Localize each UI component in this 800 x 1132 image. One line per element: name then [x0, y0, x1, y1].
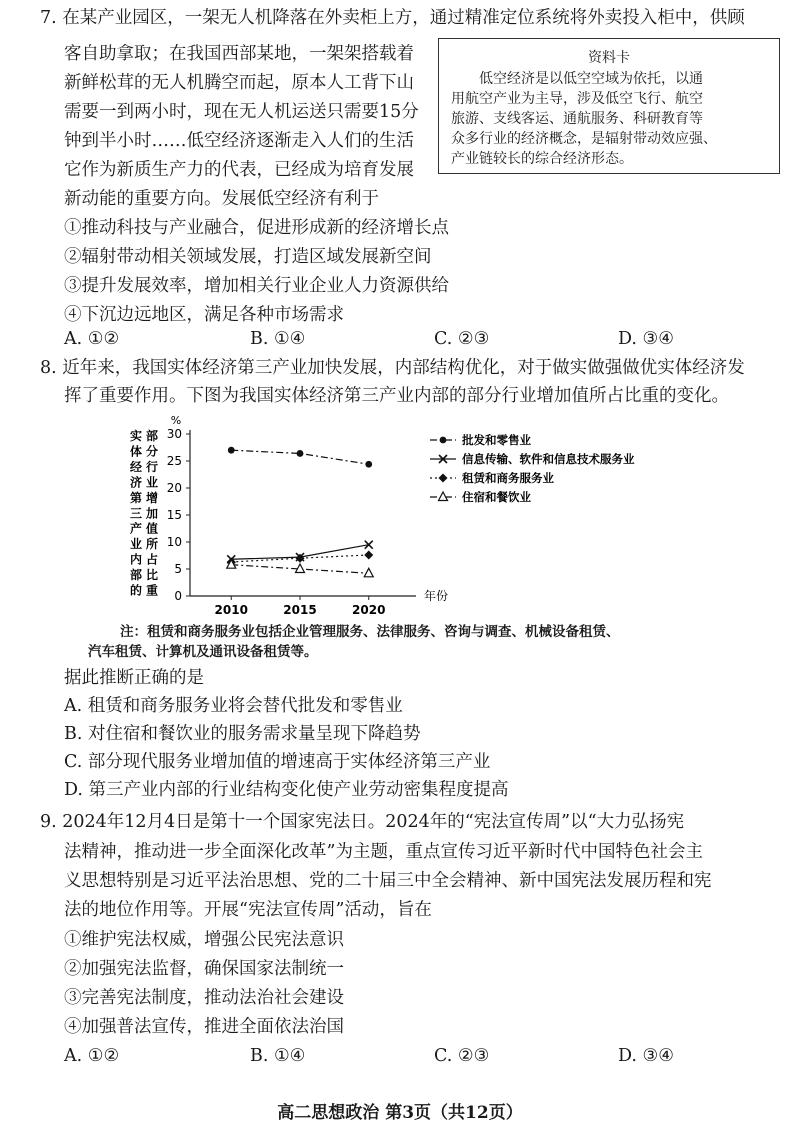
info-card-line: 用航空产业为主导，涉及低空飞行、航空: [451, 91, 703, 107]
info-card-title: 资料卡: [588, 50, 630, 66]
y-tick-label: 20: [166, 481, 182, 495]
x-axis-label: 年份: [424, 589, 449, 603]
q7-line: 它作为新质生产力的代表，已经成为培育发展: [64, 160, 414, 180]
y-axis-label-char: 值: [145, 521, 159, 536]
q8-stem: 据此推断正确的是: [64, 668, 204, 688]
y-axis-label-char: 的: [129, 583, 143, 598]
q9-line: 法的地位作用等。开展“宪法宣传周”活动，旨在: [64, 900, 432, 920]
q9-choice: ③完善宪法制度，推动法治社会建设: [64, 988, 344, 1008]
y-tick-label: 10: [166, 535, 182, 549]
info-card-line: 旅游、支线客运、通航服务、科研教育等: [451, 111, 703, 127]
q9-line: 义思想特别是习近平法治思想、党的二十届三中全会精神、新中国宪法发展历程和宪: [64, 871, 712, 891]
legend-label: 批发和零售业: [462, 433, 531, 447]
info-card: [438, 38, 780, 174]
legend-label: 信息传输、软件和信息技术服务业: [462, 452, 635, 466]
q7-choice: ③提升发展效率，增加相关行业企业人力资源供给: [64, 276, 449, 296]
q9-line: 法精神，推动进一步全面深化改革”为主题，重点宣传习近平新时代中国特色社会主: [64, 842, 703, 862]
data-point: [439, 474, 448, 483]
y-tick-label: 5: [174, 562, 182, 576]
y-tick-label: 30: [166, 427, 182, 441]
chart-note: 注：租赁和商务服务业包括企业管理服务、法律服务、咨询与调查、机械设备租赁、: [120, 624, 620, 640]
q9-option-b: B. ①④: [250, 1046, 306, 1066]
y-tick-label: 15: [166, 508, 182, 522]
y-axis-label-char: 增: [145, 490, 159, 505]
y-axis-label-char: 业: [129, 537, 143, 552]
y-axis-label-char: 行: [145, 459, 159, 474]
y-axis-label-char: 经: [129, 459, 143, 474]
q7-choice: ④下沉边远地区，满足各种市场需求: [64, 305, 344, 325]
q7-option-d: D. ③④: [618, 329, 674, 349]
info-card-line: 众多行业的经济概念，是辐射带动效应强、: [451, 131, 717, 147]
legend-label: 住宿和餐饮业: [462, 490, 531, 504]
q9-choice: ②加强宪法监督，确保国家法制统一: [64, 959, 344, 979]
q9-line: 9. 2024年12月4日是第十一个国家宪法日。2024年的“宪法宣传周”以“大力弘扬宪: [40, 812, 685, 832]
q7-line: 需要一到两小时，现在无人机运送只需要15分: [64, 102, 419, 122]
q9-option-c: C. ②③: [434, 1046, 490, 1066]
data-point: [365, 461, 372, 468]
info-card-line: 产业链较长的综合经济形态。: [451, 151, 633, 167]
q8-option-d: D. 第三产业内部的行业结构变化使产业劳动密集程度提高: [64, 780, 509, 800]
y-axis-label-char: 重: [145, 583, 159, 598]
q7-option-b: B. ①④: [250, 329, 306, 349]
chart-note: 汽车租赁、计算机及通讯设备租赁等。: [88, 644, 318, 660]
info-card-line: 低空经济是以低空空域为依托，以通: [479, 71, 703, 87]
q7-line: 7. 在某产业园区，一架无人机降落在外卖柜上方，通过精准定位系统将外卖投入柜中，供顾: [40, 8, 745, 28]
q9-option-a: A. ①②: [64, 1046, 120, 1066]
y-axis-label-char: 业: [145, 475, 159, 490]
y-axis-label-char: 部: [129, 568, 143, 583]
q7-line: 新动能的重要方向。发展低空经济有利于: [64, 189, 379, 209]
data-point: [364, 568, 373, 577]
y-axis-label-char: 济: [129, 475, 143, 490]
y-axis-label-char: 三: [129, 506, 143, 521]
q8-option-c: C. 部分现代服务业增加值的增速高于实体经济第三产业: [64, 752, 491, 772]
data-point: [439, 492, 448, 501]
q7-option-c: C. ②③: [434, 329, 490, 349]
data-point: [440, 437, 447, 444]
y-tick-label: 25: [166, 454, 182, 468]
q7-line: 钟到半小时……低空经济逐渐走入人们的生活: [64, 131, 414, 151]
y-axis-label-char: 产: [129, 521, 143, 536]
y-axis-label-char: 实: [129, 429, 143, 443]
y-axis-label-char: 所: [145, 537, 159, 552]
q8-option-a: A. 租赁和商务服务业将会替代批发和零售业: [64, 696, 403, 716]
y-tick-label: 0: [174, 589, 182, 603]
q9-option-d: D. ③④: [618, 1046, 674, 1066]
q8-line: 挥了重要作用。下图为我国实体经济第三产业内部的部分行业增加值所占比重的变化。: [64, 386, 729, 406]
q7-line: 新鲜松茸的无人机腾空而起，原本人工背下山: [64, 73, 414, 93]
y-axis-label-char: 第: [129, 490, 143, 505]
q7-choice: ②辐射带动相关领域发展，打造区域发展新空间: [64, 247, 432, 267]
q7-choice: ①推动科技与产业融合，促进形成新的经济增长点: [64, 218, 449, 238]
data-point: [364, 550, 373, 559]
y-axis-label-char: 比: [145, 568, 159, 583]
page-footer: 高二思想政治 第3页（共12页）: [277, 1103, 523, 1123]
y-axis-label-char: 内: [129, 552, 143, 567]
q9-choice: ①维护宪法权威，增强公民宪法意识: [64, 930, 344, 950]
y-axis-label-char: 分: [145, 444, 159, 459]
legend-label: 租赁和商务服务业: [462, 471, 554, 485]
q7-line: 客自助拿取；在我国西部某地，一架架搭载着: [64, 44, 414, 64]
q7-option-a: A. ①②: [64, 329, 120, 349]
y-axis-label-char: 体: [129, 444, 143, 459]
q8-line: 8. 近年来，我国实体经济第三产业加快发展，内部结构优化，对于做实做强做优实体经济发: [40, 358, 745, 378]
x-tick-label: 2010: [214, 603, 248, 617]
q9-choice: ④加强普法宣传，推进全面依法治国: [64, 1017, 344, 1037]
line-chart: [120, 408, 720, 618]
x-tick-label: 2015: [283, 603, 317, 617]
y-unit-label: %: [170, 414, 182, 427]
y-axis-label-char: 加: [145, 506, 159, 521]
data-point: [297, 450, 304, 457]
y-axis-label-char: 占: [145, 552, 159, 567]
x-tick-label: 2020: [352, 603, 386, 617]
y-axis-label-char: 部: [145, 429, 159, 443]
data-point: [228, 447, 235, 454]
q8-option-b: B. 对住宿和餐饮业的服务需求量呈现下降趋势: [64, 724, 421, 744]
